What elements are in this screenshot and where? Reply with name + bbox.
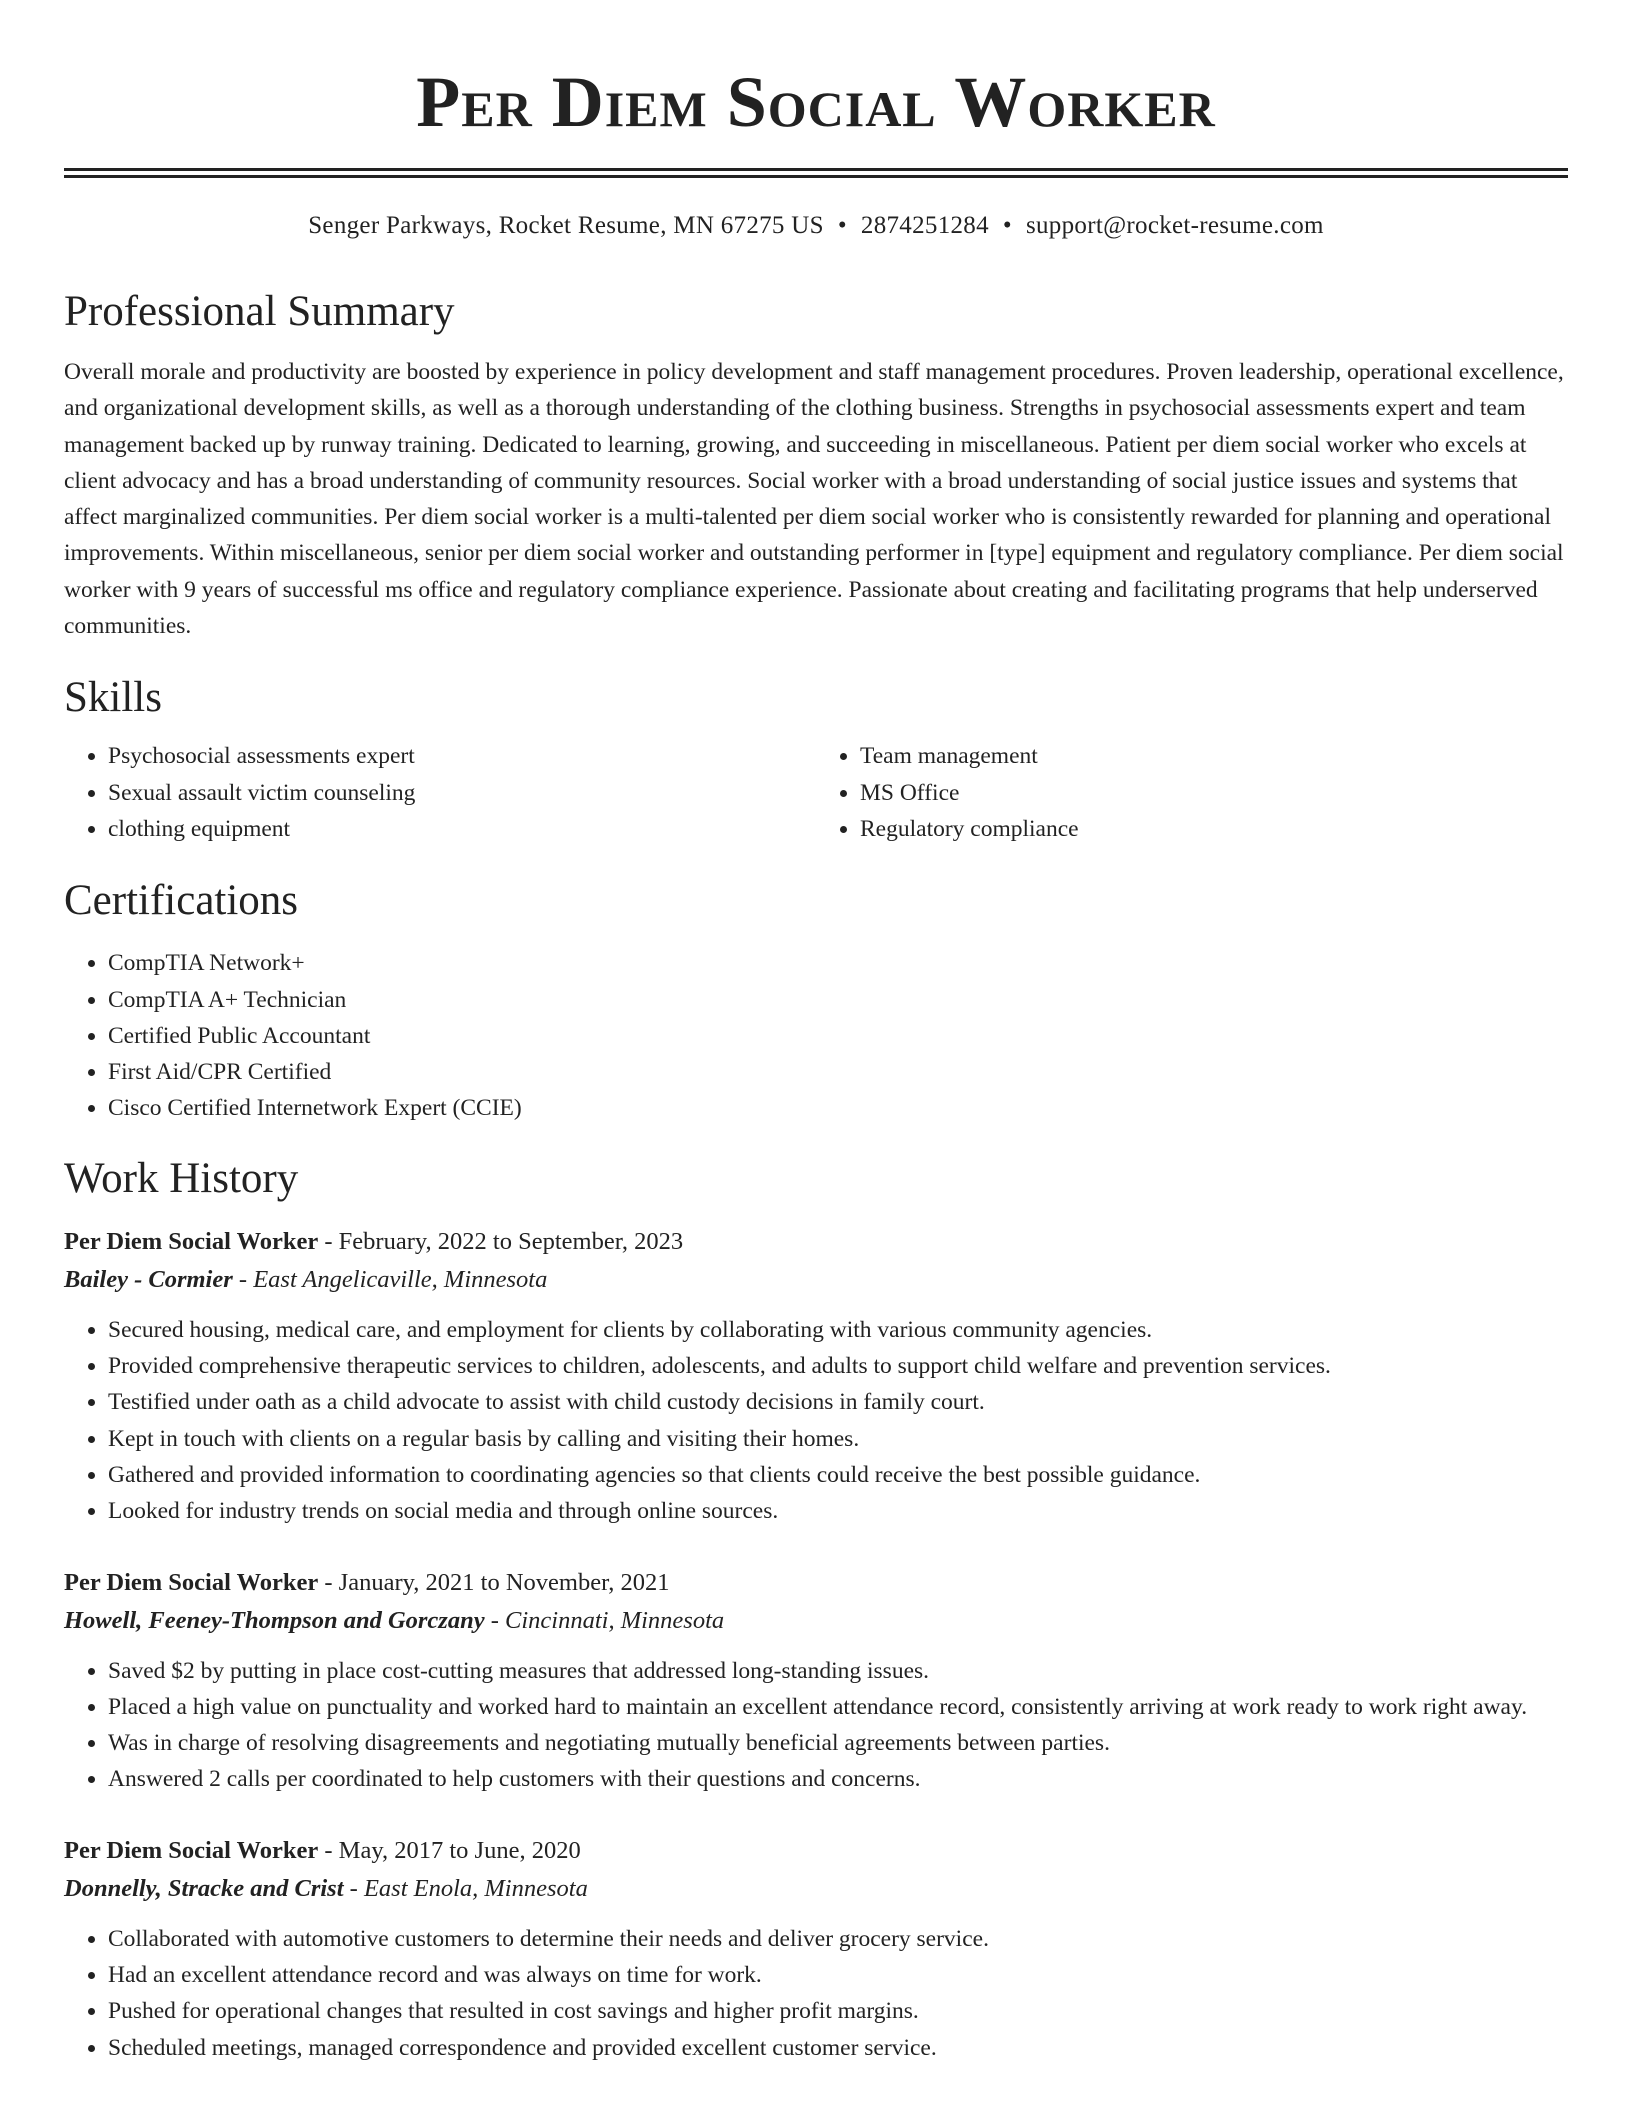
job-dates: January, 2021 to November, 2021 (338, 1568, 670, 1596)
contact-email: support@rocket-resume.com (1025, 212, 1324, 239)
job-location: East Enola, Minnesota (363, 1874, 588, 1902)
job-entry (64, 1564, 1568, 1798)
job-title-line (64, 1223, 1568, 1261)
work-history-heading: Work History (64, 1154, 299, 1202)
summary-text: Overall morale and productivity are boosted by experience in policy development and staff management procedures. Proven leadership, operational excellence, and organizational development skills, as well as a thorough understanding of the clothing business. Strengths in psychosocial assessments expert and team management backed up by runway training. Dedicated to learning, growing, and succeeding in miscellaneous. Patient per diem social worker who excels at client advocacy and has a broad understanding of community resources. Social worker with a broad understanding of social justice issues and systems that affect marginalized communities. Per diem social worker is a multi-talented per diem social worker who is consistently rewarded for planning and operational improvements. Within miscellaneous, senior per diem social worker and outstanding performer in [type] equipment and regulatory compliance. Per diem social worker with 9 years of successful ms office and regulatory compliance experience. Passionate about creating and facilitating programs that help underserved communities. (64, 359, 1564, 640)
job-bullet: • Gathered and provided information to coordinating agencies so that clients could receive the best possible guidance. (108, 1457, 1568, 1493)
job-company-line (64, 1261, 1568, 1299)
job-bullet: • Answered 2 calls per coordinated to help customers with their questions and concerns. (108, 1761, 1568, 1797)
job-company-line (64, 1602, 1568, 1640)
header-divider (64, 168, 1568, 178)
job-title-line (64, 1832, 1568, 1870)
job-dash: - (318, 1568, 339, 1596)
certifications-list (64, 945, 1568, 1126)
job-bullet: • Kept in touch with clients on a regular basis by calling and visiting their homes. (108, 1421, 1568, 1457)
job-bullet: • Had an excellent attendance record and was always on time for work. (108, 1957, 1568, 1993)
certification-item: • CompTIA A+ Technician (108, 982, 1568, 1018)
job-title: Per Diem Social Worker (64, 1227, 319, 1255)
summary-heading: Professional Summary (64, 288, 455, 335)
job-title: Per Diem Social Worker (64, 1568, 319, 1596)
job-dash: - (232, 1265, 254, 1293)
certification-item: • Certified Public Accountant (108, 1018, 1568, 1054)
job-dates: February, 2022 to September, 2023 (338, 1227, 684, 1255)
certification-item: • Cisco Certified Internetwork Expert (CCIE) (108, 1090, 1568, 1126)
skill-item: • Psychosocial assessments expert (108, 738, 816, 774)
skill-item: • clothing equipment (108, 811, 816, 847)
job-dash: - (318, 1227, 339, 1255)
job-bullet: • Collaborated with automotive customers to determine their needs and deliver grocery service. (108, 1921, 1568, 1957)
contact-line (64, 212, 1568, 240)
skill-item: • MS Office (860, 775, 1568, 811)
certification-item: • First Aid/CPR Certified (108, 1054, 1568, 1090)
job-dash: - (484, 1606, 506, 1634)
job-title: Per Diem Social Worker (64, 1836, 319, 1864)
job-bullet: • Saved $2 by putting in place cost-cutting measures that addressed long-standing issues. (108, 1653, 1568, 1689)
job-title-line (64, 1564, 1568, 1602)
skills-list-left (64, 738, 816, 847)
job-dash: - (318, 1836, 339, 1864)
job-bullets (64, 1921, 1568, 2066)
contact-phone: 2874251284 (860, 212, 989, 239)
skills-list-right (816, 738, 1568, 847)
contact-address: Senger Parkways, Rocket Resume, MN 67275 US (308, 212, 824, 239)
job-bullet: • Looked for industry trends on social media and through online sources. (108, 1493, 1568, 1529)
job-company: Donnelly, Stracke and Crist (64, 1874, 344, 1902)
contact-separator: • (837, 212, 847, 239)
job-bullet: • Was in charge of resolving disagreements and negotiating mutually beneficial agreements between parties. (108, 1725, 1568, 1761)
certifications-heading: Certifications (64, 877, 299, 925)
job-bullets (64, 1653, 1568, 1798)
job-company: Bailey - Cormier (64, 1265, 233, 1293)
job-company: Howell, Feeney-Thompson and Gorczany (64, 1606, 485, 1634)
job-bullet: • Testified under oath as a child advocate to assist with child custody decisions in family court. (108, 1384, 1568, 1420)
skill-item: • Sexual assault victim counseling (108, 775, 816, 811)
skills-grid (64, 738, 1568, 847)
job-bullet: • Placed a high value on punctuality and worked hard to maintain an excellent attendance record, consistently arriving at work ready to work right away. (108, 1689, 1568, 1725)
job-dates: May, 2017 to June, 2020 (338, 1836, 581, 1864)
job-bullets (64, 1312, 1568, 1530)
job-bullet: • Provided comprehensive therapeutic services to children, adolescents, and adults to support child welfare and prevention services. (108, 1348, 1568, 1384)
job-company-line (64, 1870, 1568, 1908)
job-dash: - (343, 1874, 364, 1902)
job-bullet: • Scheduled meetings, managed correspondence and provided excellent customer service. (108, 2030, 1568, 2066)
job-location: East Angelicaville, Minnesota (253, 1265, 548, 1293)
resume-name: Per Diem Social Worker (416, 62, 1216, 142)
job-entry (64, 1832, 1568, 2066)
certification-item: • CompTIA Network+ (108, 945, 1568, 981)
contact-separator: • (1002, 212, 1012, 239)
skill-item: • Regulatory compliance (860, 811, 1568, 847)
skill-item: • Team management (860, 738, 1568, 774)
skills-heading: Skills (64, 674, 162, 722)
job-location: Cincinnati, Minnesota (505, 1606, 725, 1634)
job-bullet: • Secured housing, medical care, and employment for clients by collaborating with various community agencies. (108, 1312, 1568, 1348)
job-entry (64, 1223, 1568, 1530)
job-bullet: • Pushed for operational changes that resulted in cost savings and higher profit margins. (108, 1993, 1568, 2029)
